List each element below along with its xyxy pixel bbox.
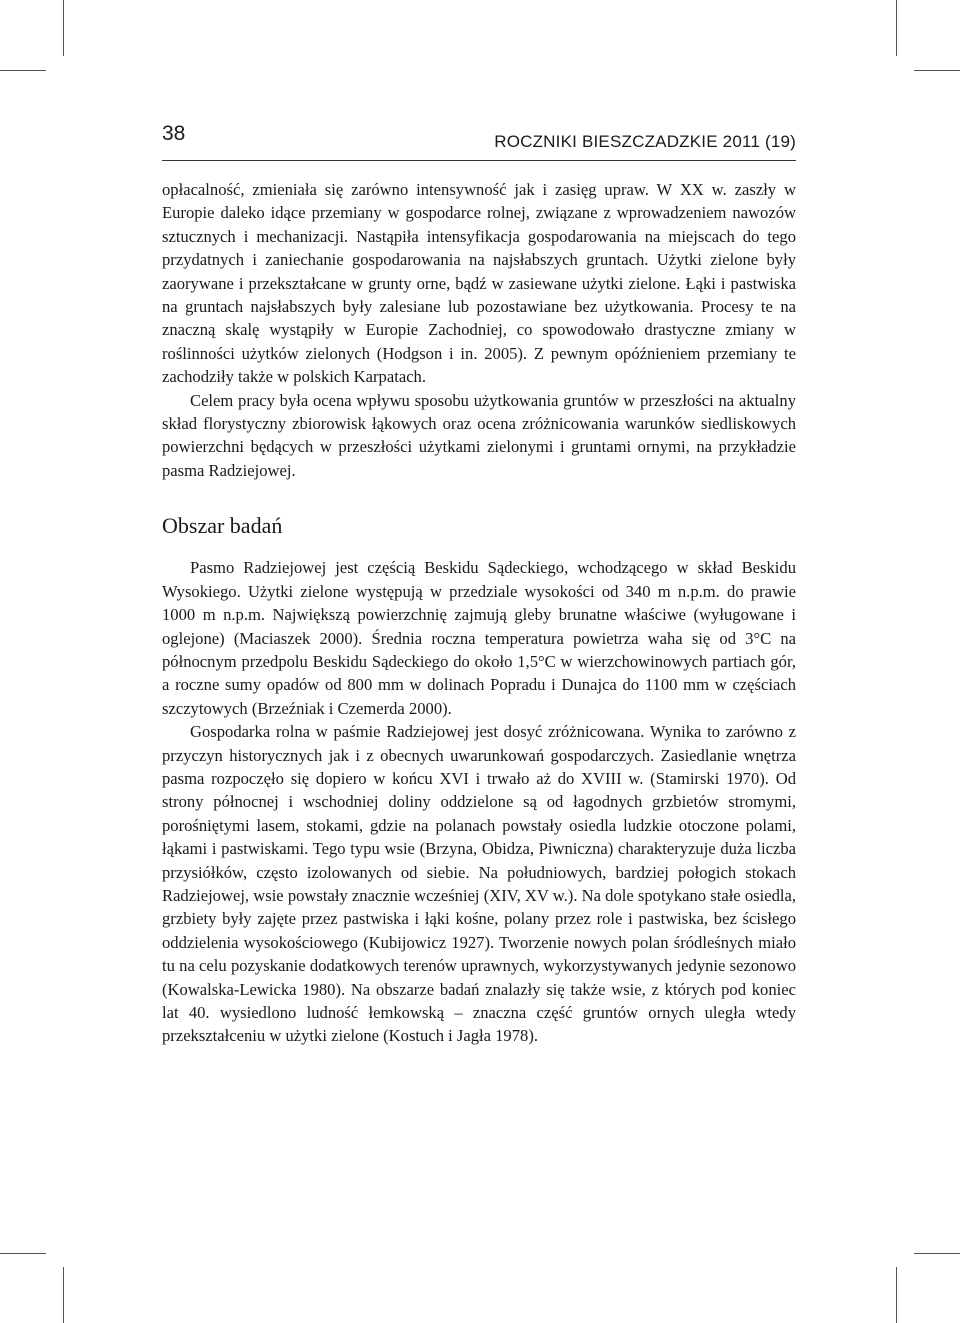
running-head: ROCZNIKI BIESZCZADZKIE 2011 (19) <box>494 132 796 151</box>
crop-mark <box>63 0 64 56</box>
crop-mark <box>896 0 897 56</box>
page-number: 38 <box>162 122 186 145</box>
paragraph: Celem pracy była ocena wpływu sposobu użytkowania gruntów w przeszłości na aktualny skład florystyczny zbiorowisk łąkowych oraz ocena zróżnicowania warunków siedliskowych powierzchni będących w przeszłości użytkami zielonymi i gruntami ornymi, na przykładzie pasma Radziejowej. <box>162 390 796 480</box>
article-body <box>162 178 796 1048</box>
paragraph: Gospodarka rolna w paśmie Radziejowej jest dosyć zróżnicowana. Wynika to zarówno z przyczyn historycznych jak i z obecnych uwarunkowań gospodarczych. Zasiedlanie wnętrza pasma rozpoczęło się dopiero w końcu XVI i trwało aż do XVIII w. (Stamirski 1970). Od strony północnej i wschodniej doliny oddzielone są od łagodnych grzbietów stromymi, porośniętymi lasem, stokami, gdzie na polanach powstały osiedla ludzkie otoczone polami, łąkami i pastwiskami. Tego typu wsie (Brzyna, Obidza, Piwniczna) charakteryzuje duża liczba przysiółków, często izolowanych od siebie. Na południowych, bardziej połogich stokach Radziejowej, wsie powstały znacznie wcześniej (XIV, XV w.). Na dole spotykano stałe osiedla, grzbiety były zajęte przez pastwiska i łąki kośne, polany przez role i pastwiska, bez ścisłego oddzielenia wysokościowego (Kubijowicz 1927). Tworzenie nowych polan śródleśnych miało tu na celu pozyskanie dodatkowych terenów uprawnych, wykorzystywanych jedynie sezonowo (Kowalska-Lewicka 1980). Na obszarze badań znalazły się także wsie, z których pod koniec lat 40. wysiedlono ludność łemkowską – znaczna część gruntów ornych uległa wtedy przekształceniu w użytki zielone (Kostuch i Jagła 1978). <box>162 722 796 1046</box>
crop-mark <box>0 1253 46 1254</box>
crop-mark <box>0 70 46 71</box>
crop-mark <box>914 1253 960 1254</box>
paragraph: Pasmo Radziejowej jest częścią Beskidu Sądeckiego, wchodzącego w skład Beskidu Wysokiego. Użytki zielone występują w przedziale wysokości od 340 m n.p.m. do prawie 1000 m n.p.m. Największą powierzchnię zajmują gleby brunatne właściwe (wyługowane i oglejone) (Maciaszek 2000). Średnia roczna temperatura powietrza waha się od 3°C na północnym przedpolu Beskidu Sądeckiego do około 1,5°C w wierzchowinowych partiach gór, a roczne sumy opadów od 800 mm w dolinach Popradu i Dunajca do 1100 mm w częściach szczytowych (Brzeźniak i Czemerda 2000). <box>162 558 796 718</box>
paragraph: opłacalność, zmieniała się zarówno intensywność jak i zasięg upraw. W XX w. zaszły w Europie daleko idące przemiany w gospodarce rolnej, związane z wprowadzeniem nawozów sztucznych i mechanizacji. Nastąpiła intensyfikacja gospodarowania na miejscach do tego przydatnych i zaniechanie gospodarowania na najsłabszych gruntach. Użytki zielone były zaorywane i przekształcane w grunty orne, bądź w zasiewane użytki zielone. Łąki i pastwiska na gruntach najsłabszych były zalesiane lub pozostawiane bez użytkowania. Procesy te na znaczną skalę wystąpiły w Europie Zachodniej, co spowodowało drastyczne zmiany w roślinności użytków zielonych (Hodgson i in. 2005). Z pewnym opóźnieniem przemiany te zachodziły także w polskich Karpatach. <box>162 180 796 387</box>
crop-mark <box>63 1267 64 1323</box>
section-title: Obszar badań <box>162 513 283 539</box>
page-header <box>162 122 796 161</box>
crop-mark <box>896 1267 897 1323</box>
crop-mark <box>914 70 960 71</box>
